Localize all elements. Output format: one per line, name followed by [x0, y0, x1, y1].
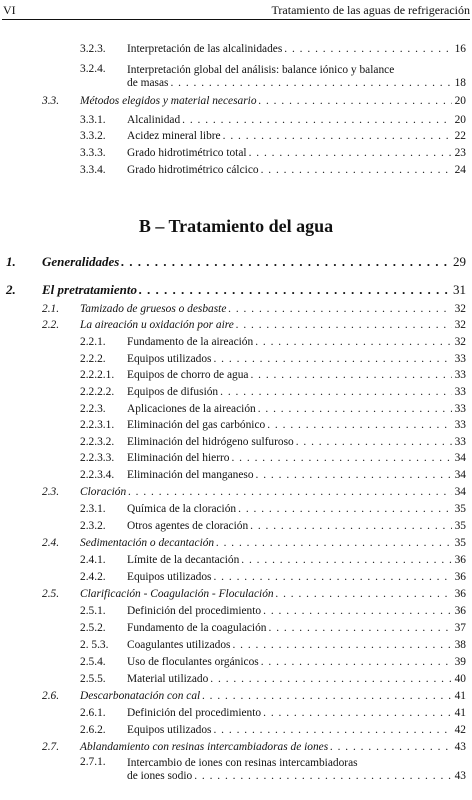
toc-entry-title: Interpretación de las alcalinidades [127, 43, 283, 55]
dot-leader [170, 77, 452, 90]
toc-entry [80, 605, 466, 618]
dot-leader [210, 673, 452, 686]
toc-entry-page: 20 [454, 95, 466, 107]
toc-entry-number: 2.2. [42, 319, 60, 331]
toc-entry [80, 403, 466, 416]
toc-entry-number: 2.2.2.2. [80, 386, 115, 398]
toc-entry [80, 469, 466, 482]
toc-entry-page: 33 [454, 436, 466, 448]
toc-entry [80, 147, 466, 160]
toc-entry [80, 707, 466, 720]
toc-entry-title: Equipos utilizados [127, 724, 212, 736]
toc-entry [42, 319, 466, 332]
toc-entry-number: 3.3.2. [80, 130, 106, 142]
dot-leader [296, 436, 452, 449]
toc-entry-page: 37 [454, 622, 466, 634]
toc-entry-number: 2.6. [42, 690, 60, 702]
toc-entry-page: 20 [454, 114, 466, 126]
dot-leader [330, 741, 452, 754]
toc-entry [80, 724, 466, 737]
toc-entry-title: Química de la cloración [127, 503, 237, 515]
toc-entry-number: 2.6.2. [80, 724, 106, 736]
toc-entry-page: 18 [454, 77, 466, 89]
toc-entry-number: 2.7.1. [80, 756, 106, 768]
toc-entry-number: 3.2.3. [80, 43, 106, 55]
toc-entry-title: Grado hidrotimétrico cálcico [127, 164, 259, 176]
dot-leader [231, 452, 452, 465]
dot-leader [256, 469, 452, 482]
toc-entry-page: 31 [453, 282, 466, 297]
toc-entry-number: 2.2.3.1. [80, 419, 115, 431]
toc-entry-page: 43 [454, 741, 466, 753]
toc-entry-title: Acidez mineral libre [127, 130, 221, 142]
toc-entry-page: 33 [454, 353, 466, 365]
dot-leader [259, 95, 452, 108]
toc-entry [42, 303, 466, 316]
toc-entry-title: La aireación u oxidación por aire [80, 319, 234, 331]
toc-entry-number: 2.2.2. [80, 353, 106, 365]
toc-entry-number: 2.6.1. [80, 707, 106, 719]
toc-entry-title: Equipos de difusión [127, 386, 219, 398]
toc-entry [80, 336, 466, 349]
dot-leader [202, 690, 452, 703]
toc-entry [80, 164, 466, 177]
toc-entry-page: 34 [454, 486, 466, 498]
toc-entry-page: 36 [454, 554, 466, 566]
toc-entry-page: 35 [454, 537, 466, 549]
toc-entry-page: 34 [454, 469, 466, 481]
dot-leader [194, 770, 452, 783]
toc-entry-title: Eliminación del manganeso [127, 469, 254, 481]
toc-entry [80, 130, 466, 143]
toc-entry-title: Aplicaciones de la aireación [127, 403, 256, 415]
toc-entry-page: 41 [454, 690, 466, 702]
toc-entry-title: Alcalinidad [127, 114, 181, 126]
toc-entry [42, 95, 466, 108]
toc-entry [42, 588, 466, 601]
dot-leader [276, 588, 452, 601]
toc-entry-page: 36 [454, 571, 466, 583]
dot-leader [223, 130, 452, 143]
toc-entry [80, 386, 466, 399]
toc-entry-number: 2. 5.3. [80, 639, 109, 651]
dot-leader [250, 520, 452, 533]
toc-entry [80, 673, 466, 686]
toc-entry [80, 503, 466, 516]
toc-entry-number: 1. [6, 254, 16, 269]
toc-entry-title: Equipos de chorro de agua [127, 369, 249, 381]
toc-entry-title: Fundamento de la aireación [127, 336, 254, 348]
toc-entry [42, 690, 466, 703]
toc-entry-title: Interpretación global del análisis: balance iónico y balance [127, 64, 395, 76]
toc-entry [80, 756, 466, 785]
toc-entry-page: 33 [454, 403, 466, 415]
toc-entry-number: 2.7. [42, 741, 60, 753]
dot-leader [261, 656, 452, 669]
toc-entry-number: 3.2.4. [80, 63, 106, 75]
toc-entry-page: 32 [454, 336, 466, 348]
toc-entry-title: Definición del procedimiento [127, 707, 262, 719]
toc-entry-title: Descarbonatación con cal [80, 690, 201, 702]
dot-leader [250, 369, 452, 382]
toc-entry-number: 2.5. [42, 588, 60, 600]
running-title: Tratamiento de las aguas de refrigeración [271, 3, 470, 17]
dot-leader [267, 419, 452, 432]
toc-entry-number: 2.2.3.2. [80, 436, 115, 448]
toc-entry-number: 3.3.1. [80, 114, 106, 126]
toc-entry [80, 63, 466, 92]
toc-entry-number: 2.5.5. [80, 673, 106, 685]
toc-entry-page: 24 [454, 164, 466, 176]
toc-entry [80, 656, 466, 669]
toc-entry-page: 34 [454, 452, 466, 464]
toc-entry-title: Clarificación - Coagulación - Floculación [80, 588, 274, 600]
toc-entry-page: 33 [454, 369, 466, 381]
toc-entry-title-continued: de iones sodio [127, 770, 193, 782]
dot-leader [255, 336, 452, 349]
dot-leader [128, 486, 452, 499]
toc-entry [80, 353, 466, 366]
toc-entry-title: Otros agentes de cloración [127, 520, 249, 532]
dot-leader [238, 503, 452, 516]
toc-entry [80, 639, 466, 652]
toc-entry-title: Cloración [80, 486, 127, 498]
toc-entry-number: 3.3.3. [80, 147, 106, 159]
toc-entry-number: 2.2.3. [80, 403, 106, 415]
dot-leader [228, 303, 452, 316]
toc-entry-title: Material utilizado [127, 673, 209, 685]
toc-entry-title: Grado hidrotimétrico total [127, 147, 247, 159]
toc-entry [80, 369, 466, 382]
toc-entry-number: 2.2.1. [80, 336, 106, 348]
dot-leader [121, 254, 451, 270]
dot-leader [263, 605, 452, 618]
toc-entry-number: 2.3.2. [80, 520, 106, 532]
toc-entry-title: Definición del procedimiento [127, 605, 262, 617]
section-title: B – Tratamiento del agua [138, 216, 334, 236]
toc-entry-page: 36 [454, 605, 466, 617]
toc-entry-page: 32 [454, 303, 466, 315]
toc-entry-title: Límite de la decantación [127, 554, 240, 566]
toc-entry [80, 419, 466, 432]
toc-entry [42, 537, 466, 550]
toc-entry-number: 2. [6, 282, 16, 297]
toc-entry-title: Uso de floculantes orgánicos [127, 656, 259, 668]
toc-entry-title: Ablandamiento con resinas intercambiadoras de iones [80, 741, 329, 753]
toc-entry-number: 2.2.3.4. [80, 469, 115, 481]
toc-entry-page: 32 [454, 319, 466, 331]
toc-entry-number: 2.5.1. [80, 605, 106, 617]
dot-leader [241, 554, 452, 567]
toc-entry-title: Eliminación del hidrógeno sulfuroso [127, 436, 294, 448]
toc-entry [80, 436, 466, 449]
toc-entry-title: Eliminación del gas carbónico [127, 419, 266, 431]
dot-leader [220, 386, 452, 399]
toc-entry-number: 2.5.4. [80, 656, 106, 668]
toc-entry-page: 29 [453, 254, 466, 269]
toc-entry-title-continued: de masas [127, 77, 169, 89]
toc-entry-number: 2.4. [42, 537, 60, 549]
toc-entry-page: 33 [454, 386, 466, 398]
toc-entry [42, 741, 466, 754]
dot-leader [263, 707, 452, 720]
toc-entry-page: 35 [454, 520, 466, 532]
toc-entry-number: 3.3.4. [80, 164, 106, 176]
toc-entry-page: 43 [454, 770, 466, 782]
toc-entry-number: 2.4.2. [80, 571, 106, 583]
toc-entry-title: Eliminación del hierro [127, 452, 230, 464]
toc-entry-number: 2.2.2.1. [80, 369, 115, 381]
toc-entry-number: 2.4.1. [80, 554, 106, 566]
toc-entry-page: 35 [454, 503, 466, 515]
dot-leader [249, 147, 452, 160]
toc-entry-number: 3.3. [42, 95, 60, 107]
page-number: VI [3, 3, 16, 17]
dot-leader [213, 724, 452, 737]
dot-leader [216, 537, 452, 550]
toc-entry [42, 486, 466, 499]
header-rule [2, 19, 470, 20]
dot-leader [258, 403, 452, 416]
toc-entry [80, 554, 466, 567]
toc-entry-number: 2.3.1. [80, 503, 106, 515]
toc-entry [6, 282, 466, 298]
toc-entry-title: Equipos utilizados [127, 571, 212, 583]
toc-entry-page: 22 [454, 130, 466, 142]
toc-entry-title: Tamizado de gruesos o desbaste [80, 303, 227, 315]
toc-entry [80, 452, 466, 465]
dot-leader [284, 43, 452, 56]
toc-entry-page: 23 [454, 147, 466, 159]
toc-entry-number: 2.2.3.3. [80, 452, 115, 464]
toc-entry [80, 114, 466, 127]
toc-entry-page: 42 [454, 724, 466, 736]
toc-entry-number: 2.3. [42, 486, 60, 498]
toc-entry [80, 43, 466, 56]
toc-entry-number: 2.5.2. [80, 622, 106, 634]
toc-entry [6, 254, 466, 270]
toc-entry-page: 40 [454, 673, 466, 685]
toc-entry-page: 39 [454, 656, 466, 668]
toc-entry-title: Fundamento de la coagulación [127, 622, 267, 634]
toc-entry-title: Intercambio de iones con resinas intercambiadoras [127, 757, 358, 769]
toc-entry [80, 520, 466, 533]
toc-entry-number: 2.1. [42, 303, 60, 315]
toc-entry-title: Coagulantes utilizados [127, 639, 231, 651]
toc-entry-page: 16 [454, 43, 466, 55]
toc-entry-page: 36 [454, 588, 466, 600]
dot-leader [213, 571, 452, 584]
toc-entry-page: 41 [454, 707, 466, 719]
toc-entry [80, 571, 466, 584]
toc-entry-title: Métodos elegidos y material necesario [80, 95, 257, 107]
toc-entry [80, 622, 466, 635]
toc-entry-page: 38 [454, 639, 466, 651]
toc-entry-title: Sedimentación o decantación [80, 537, 215, 549]
dot-leader [261, 164, 452, 177]
toc-entry-title: El pretratamiento [42, 282, 137, 297]
toc-entry-title: Generalidades [42, 254, 120, 269]
dot-leader [182, 114, 452, 127]
toc-entry-page: 33 [454, 419, 466, 431]
dot-leader [269, 622, 453, 635]
dot-leader [236, 319, 452, 332]
toc-entry-title: Equipos utilizados [127, 353, 212, 365]
dot-leader [213, 353, 452, 366]
dot-leader [232, 639, 452, 652]
dot-leader [139, 282, 451, 298]
